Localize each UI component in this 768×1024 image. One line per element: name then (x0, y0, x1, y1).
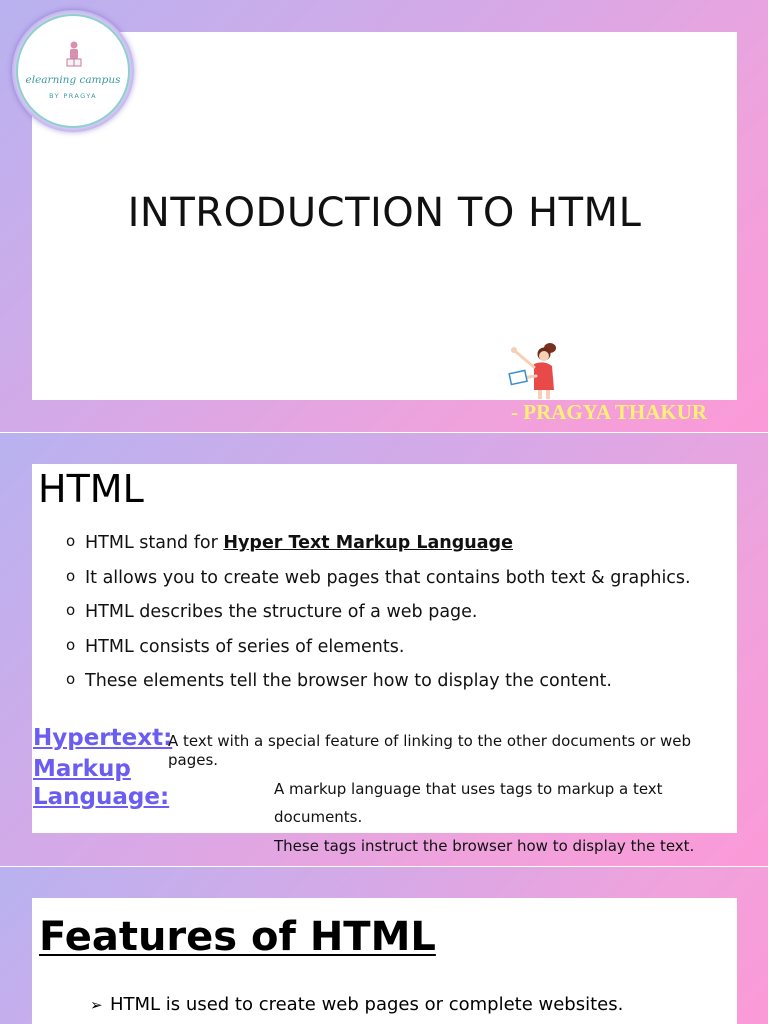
markup-term-line2: Language: (33, 784, 170, 810)
slide-heading-html: HTML (38, 467, 144, 511)
bullet-item: o HTML describes the structure of a web page. (66, 595, 706, 630)
bullet-item: o These elements tell the browser how to display the content. (66, 664, 706, 699)
markup-definition: A markup language that uses tags to markup a text documents. (274, 780, 663, 826)
logo-name: elearning campus (25, 74, 121, 86)
bullet-item: o HTML consists of series of elements. (66, 630, 706, 665)
bullet-marker: o (66, 566, 76, 585)
hypertext-definition: A text with a special feature of linking to the other documents or web pages. (168, 732, 692, 769)
markup-term-line1: Markup (33, 756, 131, 782)
features-heading: Features of HTML (39, 914, 436, 960)
html-full-form: Hyper Text Markup Language (223, 533, 513, 553)
bullet-marker: o (66, 670, 76, 688)
bullet-item: o It allows you to create web pages that contains both text & graphics. (66, 561, 706, 596)
logo-tagline: BY PRAGYA (49, 92, 97, 100)
author-name: - PRAGYA THAKUR (511, 400, 708, 424)
arrow-bullet-icon: ➢ (90, 996, 103, 1014)
teacher-illustration-icon (504, 340, 566, 400)
logo-badge (16, 14, 130, 128)
presentation-title: INTRODUCTION TO HTML (127, 190, 642, 236)
bullet-marker: o (66, 635, 76, 654)
html-bullet-list (66, 526, 706, 699)
hypertext-term: Hypertext: (33, 725, 173, 751)
reader-icon (64, 40, 84, 70)
markup-definition-tags: These tags instruct the browser how to display the text. (274, 837, 695, 855)
bullet-marker: o (66, 601, 76, 619)
bullet-item: o HTML stand for Hyper Text Markup Language (66, 526, 706, 561)
bullet-marker: o (66, 532, 76, 550)
title-slide (0, 0, 768, 432)
feature-list-item: ➢ HTML is used to create web pages or complete websites. (90, 994, 624, 1015)
